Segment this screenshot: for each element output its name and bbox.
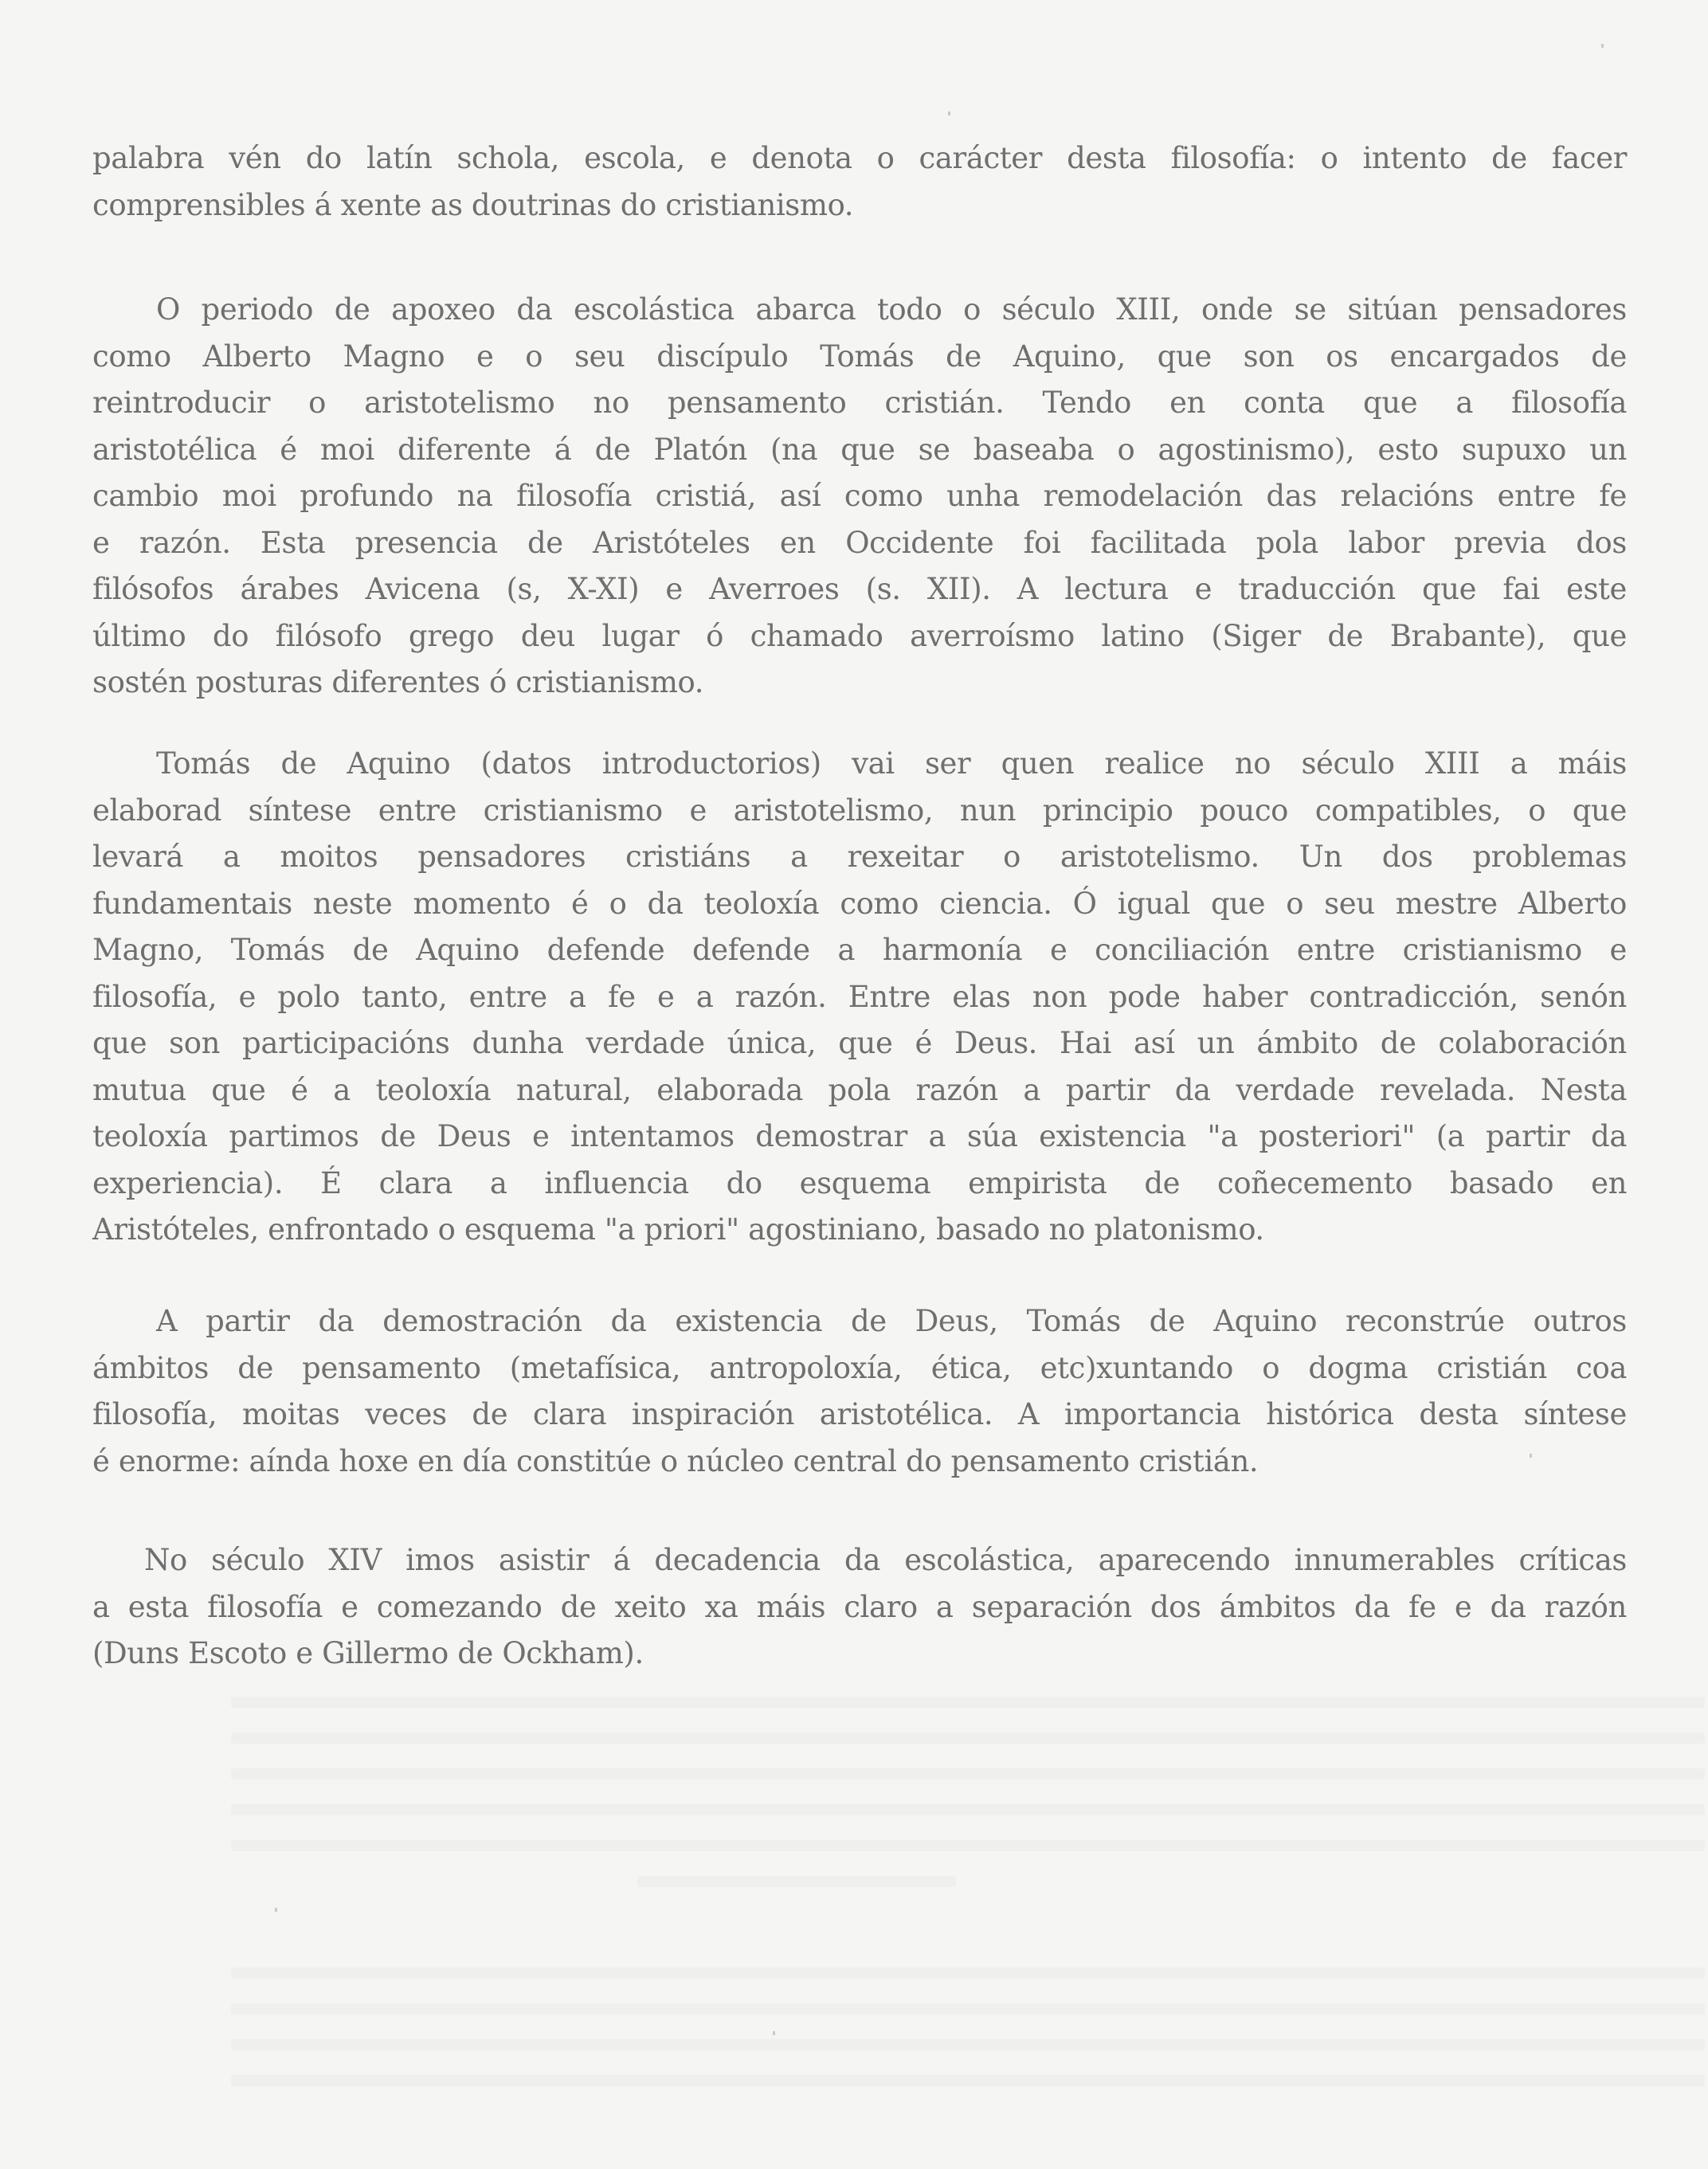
- text-line: filosofía, moitas veces de clara inspiración aristotélica. A importancia histórica desta síntese: [92, 1397, 1627, 1431]
- show-through-mark: [231, 2039, 1705, 2050]
- text-line: último do filósofo grego deu lugar ó chamado averroísmo latino (Siger de Brabante), que: [92, 618, 1627, 653]
- paragraph: [92, 1298, 1627, 1485]
- text-line: ámbitos de pensamento (metafísica, antropoloxía, ética, etc)xuntando o dogma cristián coa: [92, 1350, 1627, 1385]
- text-line: sostén posturas diferentes ó cristianismo.: [92, 665, 704, 699]
- show-through-mark: [231, 1768, 1705, 1779]
- show-through-mark: [231, 1840, 1705, 1851]
- text-line: mutua que é a teoloxía natural, elaborada pola razón a partir da verdade revelada. Nesta: [92, 1072, 1627, 1107]
- text-line: Aristóteles, enfrontado o esquema "a priori" agostiniano, basado no platonismo.: [92, 1212, 1264, 1247]
- dust-speck: [773, 2031, 775, 2035]
- text-line: comprensibles á xente as doutrinas do cristianismo.: [92, 187, 854, 222]
- text-line: levará a moitos pensadores cristiáns a rexeitar o aristotelismo. Un dos problemas: [92, 840, 1627, 874]
- text-line: O periodo de apoxeo da escolástica abarca todo o século XIII, onde se sitúan pensadores: [156, 292, 1627, 327]
- text-line: a esta filosofía e comezando de xeito xa máis claro a separación dos ámbitos da fe e da razón: [92, 1589, 1627, 1624]
- text-line: fundamentais neste momento é o da teoloxía como ciencia. Ó igual que o seu mestre Alberto: [92, 886, 1627, 921]
- text-line: palabra vén do latín schola, escola, e denota o carácter desta filosofía: o intento de facer: [92, 141, 1627, 175]
- text-line: teoloxía partimos de Deus e intentamos demostrar a súa existencia "a posteriori" (a partir da: [92, 1119, 1627, 1153]
- dust-speck: [275, 1908, 277, 1912]
- show-through-mark: [231, 1967, 1705, 1979]
- text-line: filósofos árabes Avicena (s, X-XI) e Averroes (s. XII). A lectura e traducción que fai este: [92, 572, 1627, 606]
- text-line: filosofía, e polo tanto, entre a fe e a razón. Entre elas non pode haber contradicción, senón: [92, 979, 1627, 1014]
- text-line: elaborad síntese entre cristianismo e aristotelismo, nun principio pouco compatibles, o que: [92, 793, 1627, 828]
- dust-speck: [1601, 44, 1604, 48]
- text-line: reintroducir o aristotelismo no pensamento cristián. Tendo en conta que a filosofía: [92, 386, 1627, 420]
- dust-speck: [948, 112, 950, 115]
- paragraph: [92, 135, 1627, 229]
- text-line: é enorme: aínda hoxe en día constitúe o núcleo central do pensamento cristián.: [92, 1443, 1259, 1478]
- show-through-mark: [231, 2003, 1705, 2014]
- show-through-mark: [637, 1876, 956, 1887]
- paragraph: [92, 1537, 1627, 1678]
- text-line: e razón. Esta presencia de Aristóteles en Occidente foi facilitada pola labor previa dos: [92, 525, 1627, 560]
- text-line: como Alberto Magno e o seu discípulo Tomás de Aquino, que son os encargados de: [92, 339, 1627, 374]
- show-through-mark: [231, 1732, 1705, 1744]
- text-line: experiencia). É clara a influencia do esquema empirista de coñecemento basado en: [92, 1165, 1627, 1200]
- text-line: (Duns Escoto e Gillermo de Ockham).: [92, 1636, 644, 1670]
- show-through-mark: [231, 1697, 1705, 1708]
- text-line: Tomás de Aquino (datos introductorios) vai ser quen realice no século XIII a máis: [156, 746, 1627, 781]
- text-line: que son participacións dunha verdade única, que é Deus. Hai así un ámbito de colaboración: [92, 1026, 1627, 1060]
- show-through-mark: [231, 2075, 1705, 2086]
- show-through-mark: [231, 1804, 1705, 1815]
- paragraph: [92, 741, 1627, 1254]
- text-line: Magno, Tomás de Aquino defende defende a harmonía e conciliación entre cristianismo e: [92, 933, 1627, 967]
- text-line: A partir da demostración da existencia de Deus, Tomás de Aquino reconstrúe outros: [156, 1304, 1627, 1338]
- text-line: aristotélica é moi diferente á de Platón (na que se baseaba o agostinismo), esto supuxo un: [92, 432, 1627, 467]
- text-line: cambio moi profundo na filosofía cristiá, así como unha remodelación das relacións entre fe: [92, 479, 1627, 513]
- paragraph: [92, 287, 1627, 707]
- text-line: No século XIV imos asistir á decadencia da escolástica, aparecendo innumerables críticas: [144, 1543, 1627, 1577]
